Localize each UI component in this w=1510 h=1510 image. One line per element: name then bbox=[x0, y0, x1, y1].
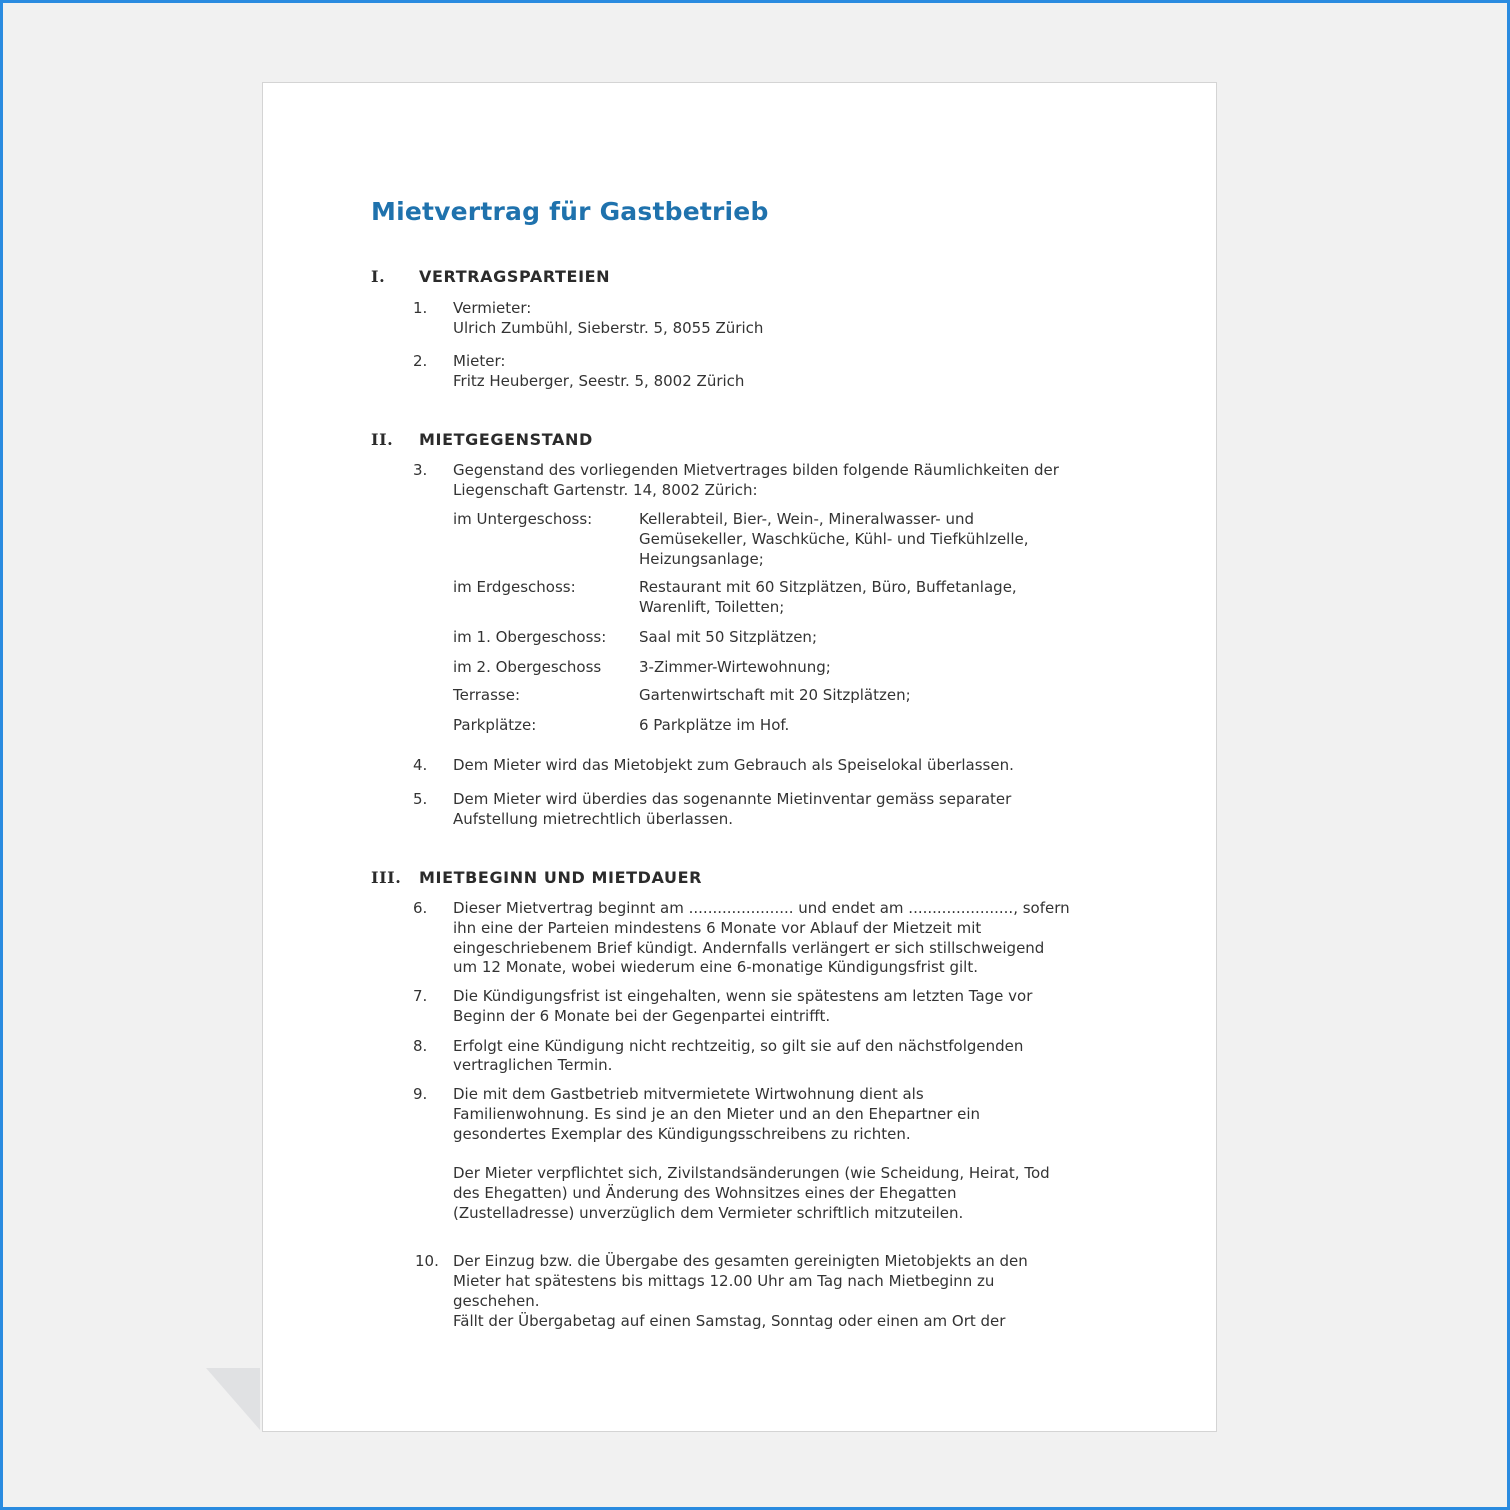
premises-label: im 2. Obergeschoss bbox=[453, 658, 602, 676]
item-number: 7. bbox=[413, 987, 428, 1005]
item-text-line: vertraglichen Termin. bbox=[453, 1056, 613, 1074]
document-page bbox=[262, 82, 1217, 1432]
premises-value: Gartenwirtschaft mit 20 Sitzplätzen; bbox=[639, 686, 911, 704]
item-text-line: Ulrich Zumbühl, Sieberstr. 5, 8055 Zürich bbox=[453, 319, 764, 337]
item-number: 10. bbox=[415, 1252, 439, 1270]
item-text-line: Gegenstand des vorliegenden Mietvertrages bilden folgende Räumlichkeiten der bbox=[453, 461, 1059, 479]
item-number: 2. bbox=[413, 352, 428, 370]
premises-value: Warenlift, Toiletten; bbox=[639, 598, 785, 616]
section-number: III. bbox=[371, 868, 402, 887]
item-text-line: Mieter hat spätestens bis mittags 12.00 Uhr am Tag nach Mietbeginn zu bbox=[453, 1272, 995, 1290]
premises-label: Parkplätze: bbox=[453, 716, 537, 734]
premises-label: im Erdgeschoss: bbox=[453, 578, 576, 596]
item-text-line: Der Mieter verpflichtet sich, Zivilstandsänderungen (wie Scheidung, Heirat, Tod bbox=[453, 1164, 1050, 1182]
item-number: 6. bbox=[413, 899, 428, 917]
item-text-line: Vermieter: bbox=[453, 299, 532, 317]
item-text-line: um 12 Monate, wobei wiederum eine 6-monatige Kündigungsfrist gilt. bbox=[453, 958, 978, 976]
premises-label: Terrasse: bbox=[453, 686, 521, 704]
item-number: 4. bbox=[413, 756, 428, 774]
premises-value: Kellerabteil, Bier-, Wein-, Mineralwasser- und bbox=[639, 510, 975, 528]
item-text-line: Fällt der Übergabetag auf einen Samstag, Sonntag oder einen am Ort der bbox=[453, 1312, 1006, 1330]
item-text-line: Die mit dem Gastbetrieb mitvermietete Wirtwohnung dient als bbox=[453, 1085, 924, 1103]
item-number: 8. bbox=[413, 1037, 428, 1055]
item-text-line: Familienwohnung. Es sind je an den Mieter und an den Ehepartner ein bbox=[453, 1105, 981, 1123]
page-shadow bbox=[206, 1368, 260, 1430]
item-text-line: Beginn der 6 Monate bei der Gegenpartei eintrifft. bbox=[453, 1007, 831, 1025]
document-title: Mietvertrag für Gastbetrieb bbox=[371, 197, 769, 226]
section-heading-3 bbox=[371, 868, 702, 887]
item-number: 1. bbox=[413, 299, 428, 317]
section-number: I. bbox=[371, 267, 386, 286]
premises-value: Saal mit 50 Sitzplätzen; bbox=[639, 628, 817, 646]
item-text-line: Fritz Heuberger, Seestr. 5, 8002 Zürich bbox=[453, 372, 745, 390]
section-number: II. bbox=[371, 430, 394, 449]
item-text-line: Der Einzug bzw. die Übergabe des gesamten gereinigten Mietobjekts an den bbox=[453, 1252, 1028, 1270]
item-text-line: Dieser Mietvertrag beginnt am ...................... und endet am ......................, sofern bbox=[453, 899, 1070, 917]
section-heading-1 bbox=[371, 267, 610, 286]
item-text-line: Erfolgt eine Kündigung nicht rechtzeitig, so gilt sie auf den nächstfolgenden bbox=[453, 1037, 1024, 1055]
item-text-line: Dem Mieter wird das Mietobjekt zum Gebrauch als Speiselokal überlassen. bbox=[453, 756, 1014, 774]
item-text-line: Dem Mieter wird überdies das sogenannte Mietinventar gemäss separater bbox=[453, 790, 1012, 808]
item-text-line: des Ehegatten) und Änderung des Wohnsitzes eines der Ehegatten bbox=[453, 1184, 957, 1202]
item-text-line: gesondertes Exemplar des Kündigungsschreibens zu richten. bbox=[453, 1125, 911, 1143]
premises-value: 6 Parkplätze im Hof. bbox=[639, 716, 790, 734]
item-text-line: geschehen. bbox=[453, 1292, 540, 1310]
premises-value: Restaurant mit 60 Sitzplätzen, Büro, Buffetanlage, bbox=[639, 578, 1017, 596]
item-text-line: Die Kündigungsfrist ist eingehalten, wenn sie spätestens am letzten Tage vor bbox=[453, 987, 1033, 1005]
item-text-line: ihn eine der Parteien mindestens 6 Monate vor Ablauf der Mietzeit mit bbox=[453, 919, 982, 937]
section-title: MIETGEGENSTAND bbox=[419, 430, 593, 449]
premises-value: 3-Zimmer-Wirtewohnung; bbox=[639, 658, 831, 676]
premises-value: Heizungsanlage; bbox=[639, 550, 764, 568]
item-text-line: Liegenschaft Gartenstr. 14, 8002 Zürich: bbox=[453, 481, 758, 499]
item-number: 5. bbox=[413, 790, 428, 808]
item-text-line: Mieter: bbox=[453, 352, 506, 370]
item-number: 3. bbox=[413, 461, 428, 479]
premises-label: im 1. Obergeschoss: bbox=[453, 628, 607, 646]
premises-label: im Untergeschoss: bbox=[453, 510, 593, 528]
item-text-line: (Zustelladresse) unverzüglich dem Vermieter schriftlich mitzuteilen. bbox=[453, 1204, 964, 1222]
premises-value: Gemüsekeller, Waschküche, Kühl- und Tiefkühlzelle, bbox=[639, 530, 1029, 548]
section-title: VERTRAGSPARTEIEN bbox=[419, 267, 611, 286]
item-number: 9. bbox=[413, 1085, 428, 1103]
item-text-line: Aufstellung mietrechtlich überlassen. bbox=[453, 810, 733, 828]
section-title: MIETBEGINN UND MIETDAUER bbox=[419, 868, 703, 887]
section-heading-2 bbox=[371, 430, 593, 449]
item-text-line: eingeschriebenem Brief kündigt. Andernfalls verlängert er sich stillschweigend bbox=[453, 939, 1045, 957]
